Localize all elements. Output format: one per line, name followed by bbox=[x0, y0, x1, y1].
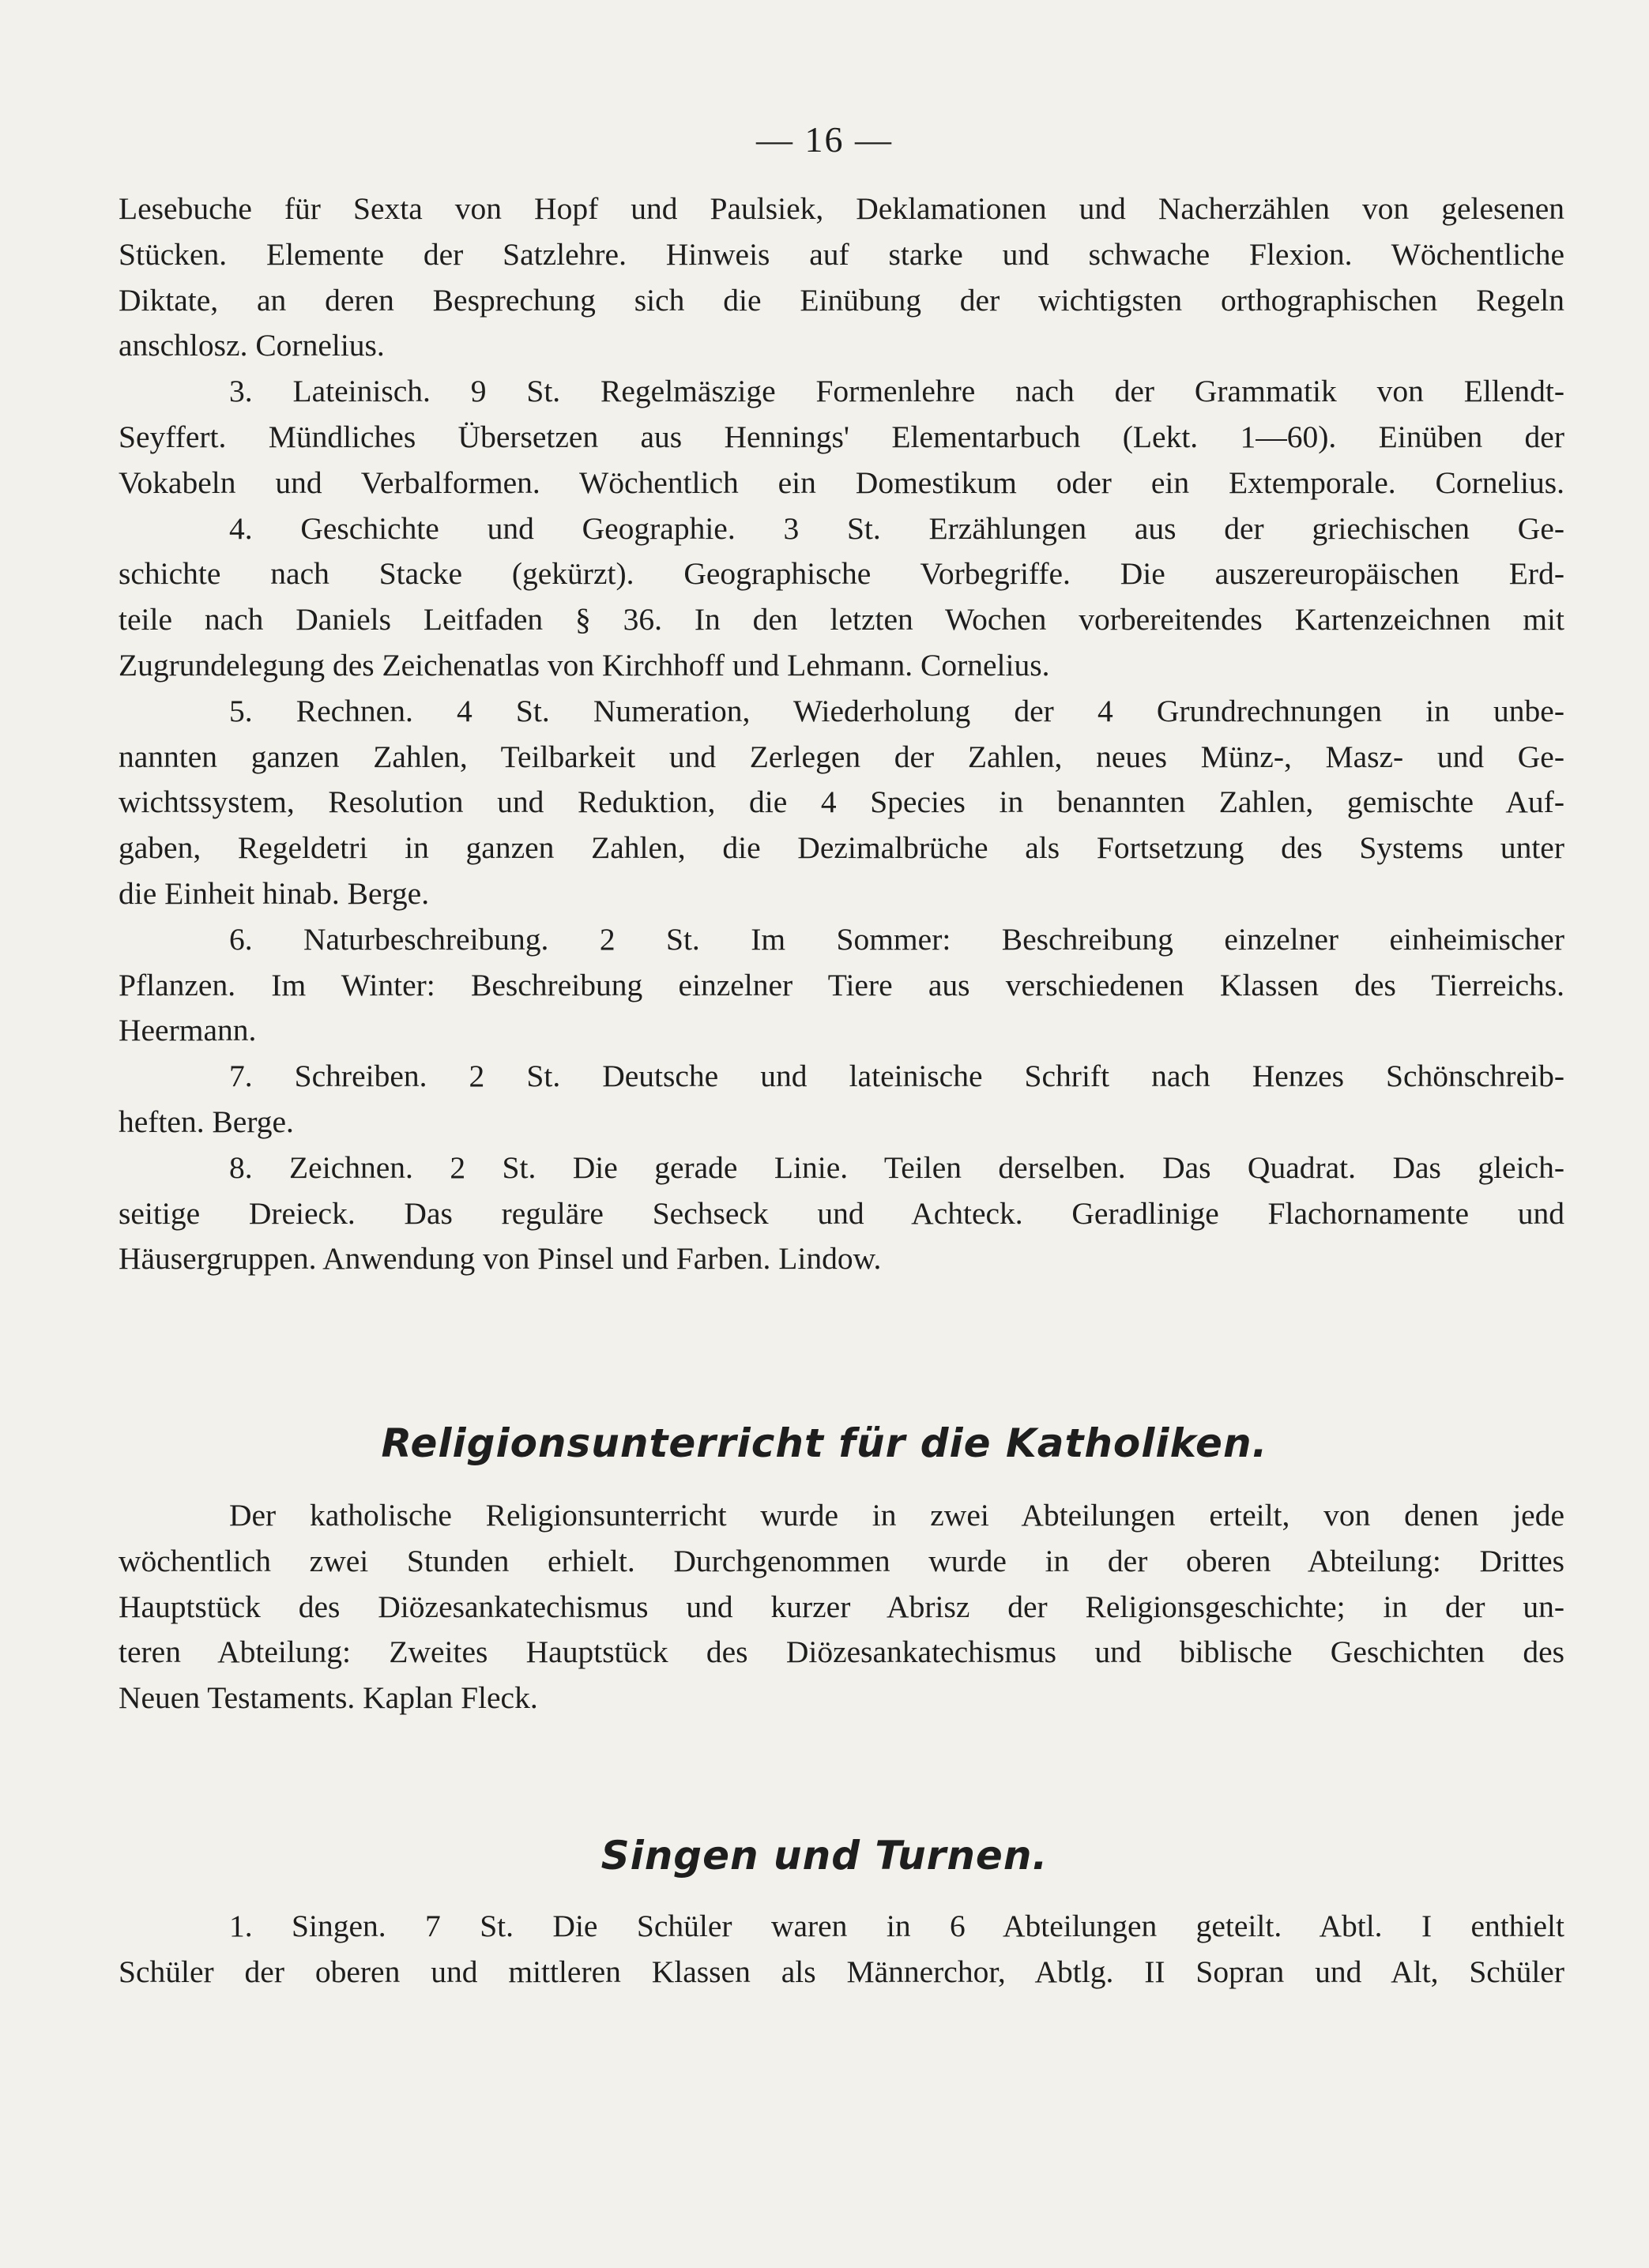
subject-singing: 1. Singen. 7 St. Die Schüler waren in 6 Abteilungen geteilt. Abtl. I enthielt bbox=[229, 1909, 1564, 1943]
text-line: Stücken. Elemente der Satzlehre. Hinweis auf starke und schwache Flexion. Wöchentliche bbox=[119, 236, 1564, 272]
subject-arithmetic: 5. Rechnen. 4 St. Numeration, Wiederholung der 4 Grundrechnungen in unbe- bbox=[229, 693, 1564, 728]
text-line: teile nach Daniels Leitfaden § 36. In den letzten Wochen vorbereitendes Kartenzeichnen mit bbox=[119, 602, 1564, 638]
text-line: Hauptstück des Diözesankatechismus und kurzer Abrisz der Religionsgeschichte; in der un- bbox=[119, 1589, 1564, 1624]
subject-nature: 6. Naturbeschreibung. 2 St. Im Sommer: Beschreibung einzelner einheimischer bbox=[229, 921, 1564, 957]
text-line: Vokabeln und Verbalformen. Wöchentlich ein Domestikum oder ein Extemporale. Cornelius. bbox=[119, 465, 1564, 500]
text-line: Pflanzen. Im Winter: Beschreibung einzelner Tiere aus verschiedenen Klassen des Tierreichs. bbox=[119, 967, 1564, 1002]
subject-writing: 7. Schreiben. 2 St. Deutsche und lateinische Schrift nach Henzes Schönschreib- bbox=[229, 1059, 1564, 1094]
religion-text-block bbox=[119, 1493, 1564, 1721]
heading-text: Singen und Turnen. bbox=[600, 1833, 1049, 1879]
text-line: anschlosz. Cornelius. bbox=[119, 328, 385, 363]
text-line: Lesebuche für Sexta von Hopf und Paulsiek, Deklamationen und Nacherzählen von gelesenen bbox=[119, 191, 1564, 226]
text-line: heften. Berge. bbox=[119, 1104, 294, 1139]
text-line: Zugrundelegung des Zeichenatlas von Kirchhoff und Lehmann. Cornelius. bbox=[119, 647, 1050, 683]
text-line: Schüler der oberen und mittleren Klassen als Männerchor, Abtlg. II Sopran und Alt, Schüler bbox=[119, 1954, 1564, 1989]
curriculum-text-block bbox=[119, 186, 1564, 1282]
text-line: schichte nach Stacke (gekürzt). Geographische Vorbegriffe. Die auszereuropäischen Erd- bbox=[119, 556, 1564, 592]
text-line: gaben, Regeldetri in ganzen Zahlen, die Dezimalbrüche als Fortsetzung des Systems unter bbox=[119, 830, 1564, 866]
page-number: — 16 — bbox=[756, 119, 893, 160]
text-line: wöchentlich zwei Stunden erhielt. Durchgenommen wurde in der oberen Abteilung: Drittes bbox=[119, 1543, 1564, 1578]
text-line: nannten ganzen Zahlen, Teilbarkeit und Zerlegen der Zahlen, neues Münz-, Masz- und Ge- bbox=[119, 739, 1564, 774]
text-line: Diktate, an deren Besprechung sich die Einübung der wichtigsten orthographischen Regeln bbox=[119, 282, 1564, 318]
text-line: die Einheit hinab. Berge. bbox=[119, 875, 430, 911]
heading-text: Religionsunterricht für die Katholiken. bbox=[381, 1420, 1268, 1466]
text-line: Seyffert. Mündliches Übersetzen aus Hennings' Elementarbuch (Lekt. 1—60). Einüben der bbox=[119, 419, 1564, 454]
text-line: teren Abteilung: Zweites Hauptstück des Diözesankatechismus und biblische Geschichten des bbox=[119, 1634, 1564, 1670]
text-line: seitige Dreieck. Das reguläre Sechseck und Achteck. Geradlinige Flachornamente und bbox=[119, 1195, 1564, 1231]
text-line: Häusergruppen. Anwendung von Pinsel und Farben. Lindow. bbox=[119, 1241, 882, 1277]
subject-latin: 3. Lateinisch. 9 St. Regelmäszige Formenlehre nach der Grammatik von Ellendt- bbox=[229, 374, 1564, 409]
subject-drawing: 8. Zeichnen. 2 St. Die gerade Linie. Teilen derselben. Das Quadrat. Das gleich- bbox=[229, 1149, 1564, 1185]
text-line: wichtssystem, Resolution und Reduktion, die 4 Species in benannten Zahlen, gemischte Auf- bbox=[119, 784, 1564, 820]
section-heading-singing bbox=[0, 1833, 1649, 1879]
text-line: Neuen Testaments. Kaplan Fleck. bbox=[119, 1680, 538, 1716]
subject-history: 4. Geschichte und Geographie. 3 St. Erzählungen aus der griechischen Ge- bbox=[229, 510, 1564, 546]
section-heading-religion bbox=[0, 1420, 1649, 1466]
singing-text-block bbox=[119, 1904, 1564, 1995]
text-line: Der katholische Religionsunterricht wurde in zwei Abteilungen erteilt, von denen jede bbox=[229, 1498, 1564, 1533]
text-line: Heermann. bbox=[119, 1013, 257, 1048]
